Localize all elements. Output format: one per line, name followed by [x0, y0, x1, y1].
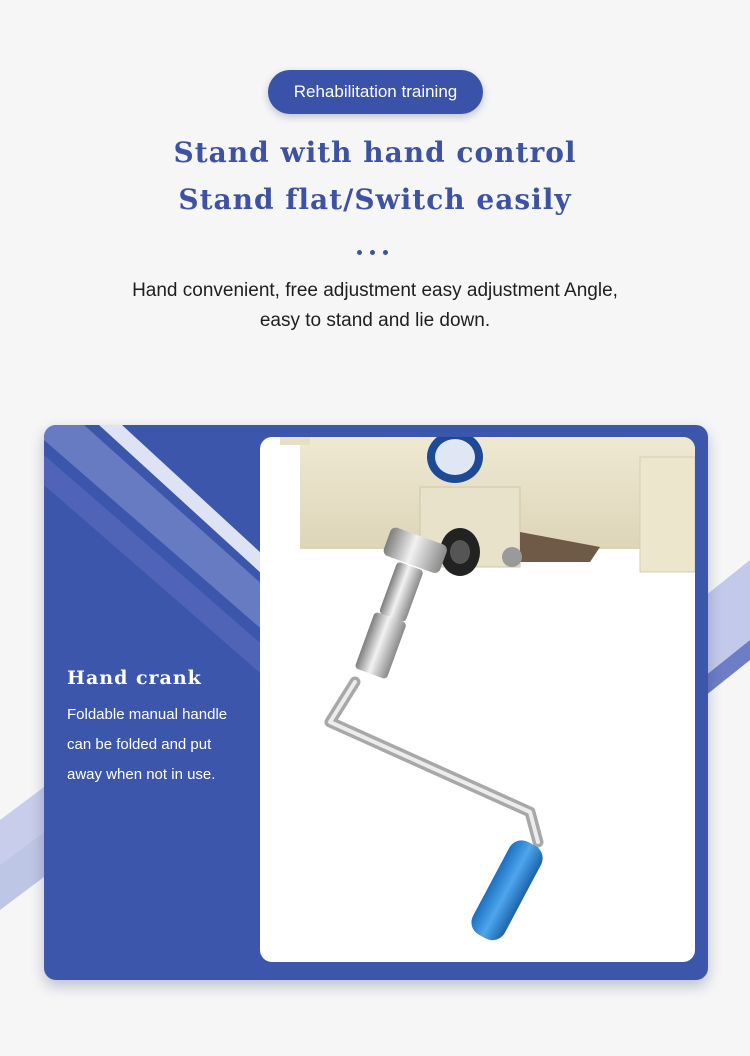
- hand-crank-photo: [260, 437, 695, 962]
- description: [60, 276, 690, 336]
- hand-crank-illustration: [260, 437, 695, 962]
- category-badge: Rehabilitation training: [268, 70, 483, 114]
- feature-title: Hand crank: [67, 667, 202, 689]
- description-line-2: easy to stand and lie down.: [259, 310, 491, 331]
- feature-text-line-3: away when not in use.: [67, 766, 216, 783]
- description-line-1: Hand convenient, free adjustment easy adjustment Angle,: [132, 280, 618, 301]
- feature-text-line-1: Foldable manual handle: [67, 706, 228, 723]
- headline-line-1: Stand with hand control: [173, 136, 577, 169]
- divider-dots: [357, 250, 393, 258]
- headline-line-2: Stand flat/Switch easily: [178, 183, 572, 216]
- feature-text-line-2: can be folded and put: [67, 736, 212, 753]
